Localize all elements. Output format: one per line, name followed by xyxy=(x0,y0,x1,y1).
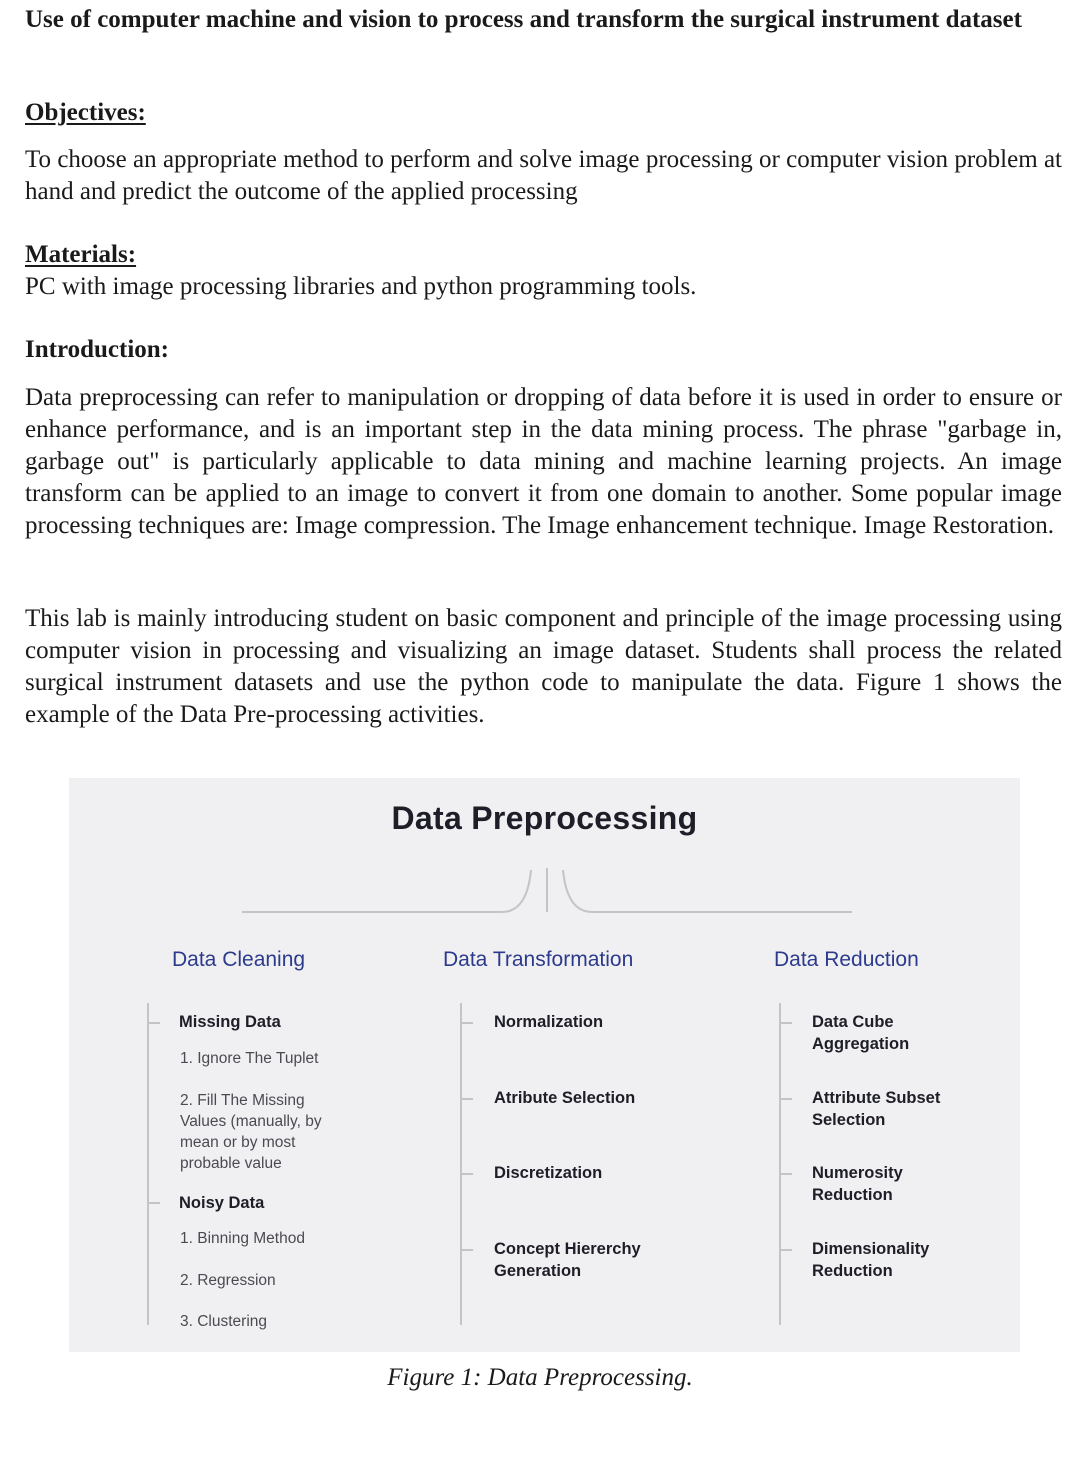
tick xyxy=(780,1098,792,1100)
tick xyxy=(461,1249,473,1251)
data-cleaning-heading: Data Cleaning xyxy=(172,948,306,971)
connector-right xyxy=(563,870,852,912)
binning-method-item: 1. Binning Method xyxy=(180,1230,305,1247)
missing-data-item: Missing Data xyxy=(179,1013,281,1031)
fill-missing-line-4: probable value xyxy=(180,1155,282,1172)
introduction-label: Introduction: xyxy=(25,336,170,363)
dimensionality-line-1: Dimensionality xyxy=(812,1240,930,1258)
data-transformation-heading: Data Transformation xyxy=(443,948,634,971)
objectives-text: To choose an appropriate method to perform and solve image processing or computer vision problem at hand and predict the outcome of the applied processing xyxy=(25,146,1062,205)
normalization-item: Normalization xyxy=(494,1013,604,1031)
objectives-label: Objectives: xyxy=(25,99,146,126)
numerosity-line-2: Reduction xyxy=(812,1186,893,1204)
tick xyxy=(461,1022,473,1024)
data-preprocessing-figure xyxy=(69,778,1020,1352)
tick xyxy=(148,1202,160,1204)
clustering-item: 3. Clustering xyxy=(180,1313,268,1330)
tick xyxy=(780,1022,792,1024)
tick xyxy=(461,1098,473,1100)
figure-caption: Figure 1: Data Preprocessing. xyxy=(387,1364,693,1391)
discretization-item: Discretization xyxy=(494,1164,603,1182)
attribute-subset-line-1: Attribute Subset xyxy=(812,1089,941,1107)
dimensionality-line-2: Reduction xyxy=(812,1262,893,1280)
data-reduction-branch-line xyxy=(779,1003,781,1325)
tick xyxy=(148,1022,160,1024)
data-cube-line-1: Data Cube xyxy=(812,1013,894,1031)
fill-missing-line-1: 2. Fill The Missing xyxy=(180,1092,305,1109)
figure-title: Data Preprocessing xyxy=(391,800,698,836)
data-cube-line-2: Aggregation xyxy=(812,1035,910,1053)
document-title: Use of computer machine and vision to process and transform the surgical instrument dataset xyxy=(25,6,1022,33)
concept-hierarchy-line-2: Generation xyxy=(494,1262,582,1280)
fill-missing-line-3: mean or by most xyxy=(180,1134,296,1151)
fill-missing-line-2: Values (manually, by xyxy=(180,1113,322,1130)
tick xyxy=(780,1173,792,1175)
data-transformation-branch-line xyxy=(460,1003,462,1325)
materials-text: PC with image processing libraries and python programming tools. xyxy=(25,273,697,300)
attribute-subset-line-2: Selection xyxy=(812,1111,886,1129)
introduction-paragraph-1: Data preprocessing can refer to manipulation or dropping of data before it is used in order to ensure or enhance performance, and is an important step in the data mining process. The phrase "garbage in, garbage out" is particularly applicable to data mining and machine learning projects. An image transform can be applied to an image to convert it from one domain to another. Some popular image processing techniques are: Image compression. The Image enhancement technique. Image Restoration. xyxy=(25,384,1062,539)
data-reduction-heading: Data Reduction xyxy=(774,948,919,971)
connector-left xyxy=(242,870,531,912)
introduction-paragraph-2: This lab is mainly introducing student on basic component and principle of the image processing using computer vision in processing and visualizing an image dataset. Students shall process the related surgical instrument datasets and use the python code to manipulate the data. Figure 1 shows the example of the Data Pre-processing activities. xyxy=(25,605,1062,728)
materials-label: Materials: xyxy=(25,241,137,268)
regression-item: 2. Regression xyxy=(180,1272,276,1289)
concept-hierarchy-line-1: Concept Hiererchy xyxy=(494,1240,641,1258)
data-cleaning-branch-line xyxy=(147,1003,149,1325)
attribute-selection-item: Atribute Selection xyxy=(494,1089,636,1107)
numerosity-line-1: Numerosity xyxy=(812,1164,903,1182)
noisy-data-item: Noisy Data xyxy=(179,1194,265,1212)
ignore-tuplet-item: 1. Ignore The Tuplet xyxy=(180,1050,319,1067)
tick xyxy=(461,1173,473,1175)
tick xyxy=(780,1249,792,1251)
